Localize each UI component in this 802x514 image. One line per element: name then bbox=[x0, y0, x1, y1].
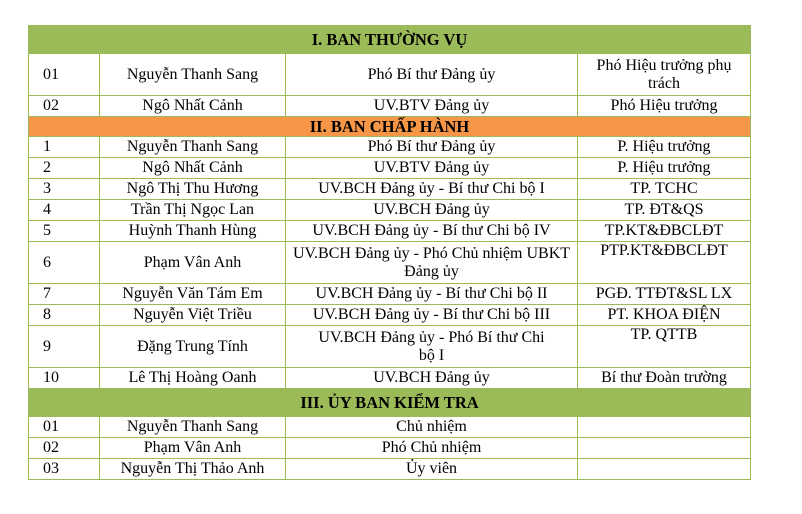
party-position: UV.BCH Đảng ủy - Phó Chủ nhiệm UBKT Đảng ủy bbox=[286, 242, 578, 284]
section-header-row bbox=[29, 389, 751, 417]
member-name: Ngô Nhất Cảnh bbox=[100, 96, 286, 117]
party-position: Phó Bí thư Đảng ủy bbox=[286, 54, 578, 96]
party-position: Phó Bí thư Đảng ủy bbox=[286, 137, 578, 158]
table-row bbox=[29, 438, 751, 459]
job-title: PT. KHOA ĐIỆN bbox=[578, 305, 751, 326]
section-header-row bbox=[29, 26, 751, 54]
job-title bbox=[578, 438, 751, 459]
party-position: UV.BTV Đảng ủy bbox=[286, 96, 578, 117]
table-row bbox=[29, 368, 751, 389]
table-row bbox=[29, 417, 751, 438]
row-number: 01 bbox=[29, 417, 100, 438]
row-number: 9 bbox=[29, 326, 100, 368]
section-title: II. BAN CHẤP HÀNH bbox=[29, 117, 751, 137]
member-name: Ngô Nhất Cảnh bbox=[100, 158, 286, 179]
row-number: 6 bbox=[29, 242, 100, 284]
row-number: 03 bbox=[29, 459, 100, 480]
job-title: P. Hiệu trưởng bbox=[578, 158, 751, 179]
row-number: 7 bbox=[29, 284, 100, 305]
member-name: Đặng Trung Tính bbox=[100, 326, 286, 368]
member-name: Ngô Thị Thu Hương bbox=[100, 179, 286, 200]
member-name: Nguyễn Thị Thảo Anh bbox=[100, 459, 286, 480]
party-position: UV.BCH Đảng ủy - Bí thư Chi bộ II bbox=[286, 284, 578, 305]
row-number: 5 bbox=[29, 221, 100, 242]
table-row bbox=[29, 284, 751, 305]
row-number: 3 bbox=[29, 179, 100, 200]
row-number: 02 bbox=[29, 96, 100, 117]
party-position: UV.BCH Đảng ủy - Bí thư Chi bộ IV bbox=[286, 221, 578, 242]
table-row bbox=[29, 305, 751, 326]
row-number: 1 bbox=[29, 137, 100, 158]
table-row bbox=[29, 459, 751, 480]
job-title: TP. TCHC bbox=[578, 179, 751, 200]
member-name: Nguyễn Việt Triều bbox=[100, 305, 286, 326]
job-title: Phó Hiệu trưởng phụ trách bbox=[578, 54, 751, 96]
job-title: TP. QTTB bbox=[578, 326, 751, 368]
job-title: TP. ĐT&QS bbox=[578, 200, 751, 221]
job-title bbox=[578, 459, 751, 480]
member-name: Huỳnh Thanh Hùng bbox=[100, 221, 286, 242]
table-row bbox=[29, 242, 751, 284]
member-name: Nguyễn Văn Tám Em bbox=[100, 284, 286, 305]
job-title bbox=[578, 417, 751, 438]
job-title: Phó Hiệu trưởng bbox=[578, 96, 751, 117]
row-number: 2 bbox=[29, 158, 100, 179]
party-position: UV.BCH Đảng ủy - Phó Bí thư Chi bộ I bbox=[286, 326, 578, 368]
table-row bbox=[29, 158, 751, 179]
party-position: UV.BCH Đảng ủy bbox=[286, 200, 578, 221]
table-row bbox=[29, 200, 751, 221]
row-number: 8 bbox=[29, 305, 100, 326]
party-position: Phó Chủ nhiệm bbox=[286, 438, 578, 459]
table-row bbox=[29, 179, 751, 200]
party-position: Chủ nhiệm bbox=[286, 417, 578, 438]
table-row bbox=[29, 54, 751, 96]
row-number: 01 bbox=[29, 54, 100, 96]
row-number: 4 bbox=[29, 200, 100, 221]
table-row bbox=[29, 221, 751, 242]
table-row bbox=[29, 326, 751, 368]
party-position: UV.BCH Đảng ủy bbox=[286, 368, 578, 389]
section-header-row bbox=[29, 117, 751, 137]
member-name: Trần Thị Ngọc Lan bbox=[100, 200, 286, 221]
party-position: UV.BTV Đảng ủy bbox=[286, 158, 578, 179]
member-name: Nguyễn Thanh Sang bbox=[100, 137, 286, 158]
job-title: Bí thư Đoàn trường bbox=[578, 368, 751, 389]
party-position: UV.BCH Đảng ủy - Bí thư Chi bộ III bbox=[286, 305, 578, 326]
job-title: PTP.KT&ĐBCLĐT bbox=[578, 242, 751, 284]
job-title: PGĐ. TTĐT&SL LX bbox=[578, 284, 751, 305]
member-name: Nguyễn Thanh Sang bbox=[100, 54, 286, 96]
committee-table-container bbox=[28, 25, 751, 480]
row-number: 10 bbox=[29, 368, 100, 389]
table-row bbox=[29, 137, 751, 158]
table-row bbox=[29, 96, 751, 117]
job-title: P. Hiệu trưởng bbox=[578, 137, 751, 158]
section-title: I. BAN THƯỜNG VỤ bbox=[29, 26, 751, 54]
member-name: Phạm Vân Anh bbox=[100, 438, 286, 459]
party-position: UV.BCH Đảng ủy - Bí thư Chi bộ I bbox=[286, 179, 578, 200]
member-name: Nguyễn Thanh Sang bbox=[100, 417, 286, 438]
section-title: III. ỦY BAN KIỂM TRA bbox=[29, 389, 751, 417]
job-title: TP.KT&ĐBCLĐT bbox=[578, 221, 751, 242]
row-number: 02 bbox=[29, 438, 100, 459]
party-position: Ủy viên bbox=[286, 459, 578, 480]
committee-table bbox=[28, 25, 751, 480]
member-name: Phạm Vân Anh bbox=[100, 242, 286, 284]
member-name: Lê Thị Hoàng Oanh bbox=[100, 368, 286, 389]
